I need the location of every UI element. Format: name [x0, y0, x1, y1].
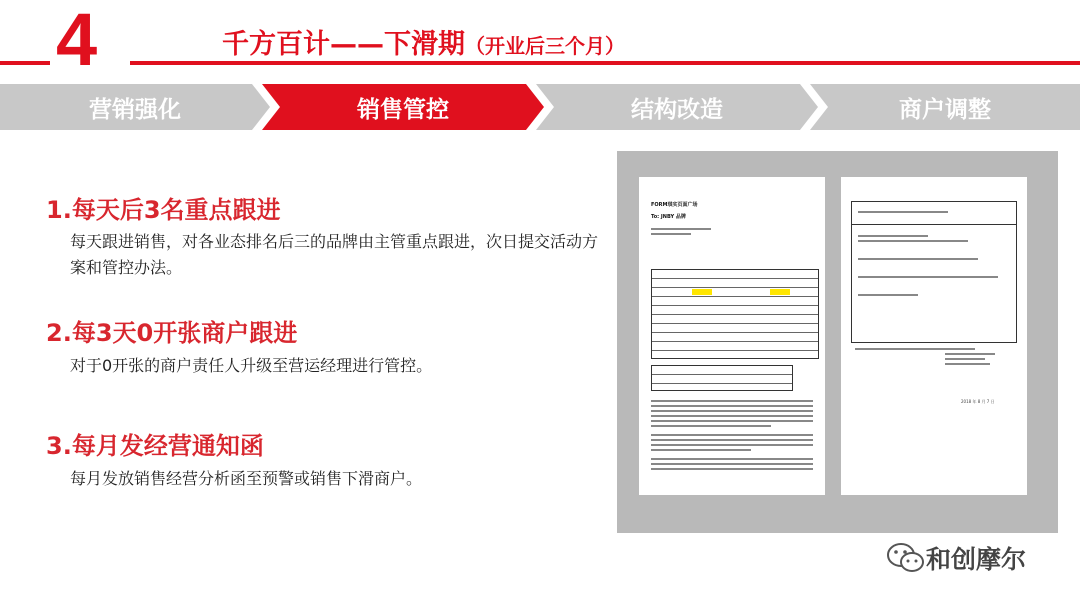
item-2-title: 2.每3天0开张商户跟进 [46, 319, 298, 347]
item-2-body: 对于0开张的商户责任人升级至营运经理进行管控。 [70, 356, 433, 375]
document-heading: FORM琪实页面广场 [651, 202, 698, 208]
watermark-text: 和创摩尔 [926, 545, 1027, 574]
document-small-table [651, 365, 793, 391]
document-form-box [851, 201, 1017, 343]
step-label: 销售管控 [357, 96, 449, 123]
page-title-subtitle: （开业后三个月） [465, 34, 625, 58]
wechat-icon [886, 541, 926, 575]
step-label: 商户调整 [899, 96, 991, 123]
document-table [651, 269, 819, 359]
item-1-title: 1.每天后3名重点跟进 [46, 196, 281, 224]
document-preview [617, 151, 1058, 533]
page-title [222, 22, 625, 61]
step-4 [810, 84, 1080, 130]
item-3-title: 3.每月发经营通知函 [46, 432, 264, 460]
item-1-body: 每天跟进销售，对各业态排名后三的品牌由主管重点跟进，次日提交活动方案和管控办法。 [70, 232, 599, 277]
document-lines [651, 225, 711, 238]
document-date: 2018 年 8 月 7 日 [961, 399, 995, 404]
step-1 [0, 84, 270, 130]
document-page-right [841, 177, 1027, 495]
document-page-left [639, 177, 825, 495]
document-signature-lines [855, 345, 1005, 368]
page-title-main: 千方百计——下滑期 [222, 29, 465, 60]
watermark [886, 540, 1026, 576]
step-arrows [0, 84, 1080, 130]
document-recipient: To: JNBY 品牌 [651, 214, 686, 220]
item-3-body: 每月发放销售经营分析函至预警或销售下滑商户。 [70, 469, 423, 488]
step-label: 结构改造 [631, 96, 723, 123]
header-rule-right [130, 61, 1080, 65]
section-number: 4 [52, 0, 101, 82]
step-3 [536, 84, 818, 130]
document-paragraphs [651, 397, 813, 473]
step-2-active [262, 84, 544, 130]
header-rule-left [0, 61, 50, 65]
step-label: 营销强化 [89, 96, 181, 123]
